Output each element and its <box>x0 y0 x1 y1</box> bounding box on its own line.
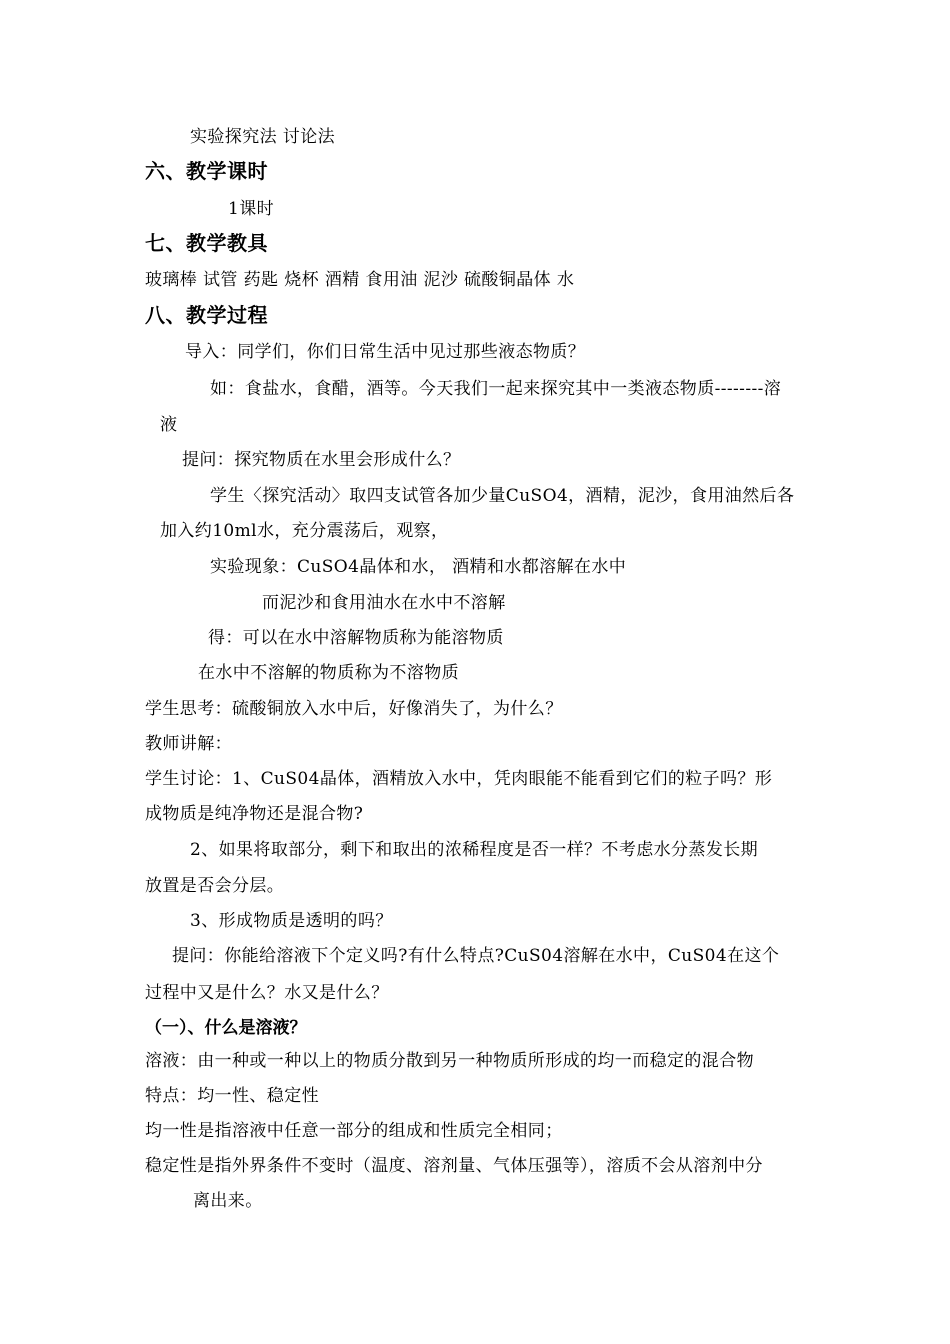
section-6-heading: 六、教学课时 <box>145 159 268 183</box>
paragraph-line: 放置是否会分层。 <box>145 876 285 896</box>
section-7-heading: 七、教学教具 <box>145 231 268 255</box>
paragraph-line: 均一性是指溶液中任意一部分的组成和性质完全相同； <box>145 1121 563 1141</box>
paragraph-line: 导入：同学们，你们日常生活中见过那些液态物质？ <box>185 342 586 362</box>
paragraph-line: 而泥沙和食用油水在水中不溶解 <box>262 593 506 613</box>
section-7-body: 玻璃棒 试管 药匙 烧杯 酒精 食用油 泥沙 硫酸铜晶体 水 <box>145 270 575 290</box>
paragraph-line: 3、形成物质是透明的吗？ <box>190 911 393 931</box>
paragraph-line: 成物质是纯净物还是混合物? <box>145 804 364 824</box>
section-6-body: 1课时 <box>228 199 275 219</box>
paragraph-line: 学生思考：硫酸铜放入水中后，好像消失了，为什么？ <box>145 699 563 719</box>
part-1-heading: （一）、什么是溶液？ <box>145 1018 307 1038</box>
methods-line: 实验探究法 讨论法 <box>190 127 336 147</box>
paragraph-line: 学生讨论：1、CuS04晶体，酒精放入水中，凭肉眼能不能看到它们的粒子吗？形 <box>145 769 773 789</box>
paragraph-line: 稳定性是指外界条件不变时（温度、溶剂量、气体压强等），溶质不会从溶剂中分 <box>145 1156 763 1176</box>
paragraph-line: 提问：你能给溶液下个定义吗?有什么特点?CuS04溶解在水中，CuS04在这个 <box>172 946 780 966</box>
paragraph-line: 特点：均一性、稳定性 <box>145 1086 319 1106</box>
paragraph-line: 学生〈探究活动〉取四支试管各加少量CuSO4，酒精，泥沙，食用油然后各 <box>210 486 795 506</box>
paragraph-line: 加入约10ml水，充分震荡后，观察， <box>160 521 449 541</box>
paragraph-line: 得：可以在水中溶解物质称为能溶物质 <box>208 628 504 648</box>
paragraph-line: 溶液：由一种或一种以上的物质分散到另一种物质所形成的均一而稳定的混合物 <box>145 1051 754 1071</box>
paragraph-line: 液 <box>160 415 178 435</box>
paragraph-line: 实验现象：CuSO4晶体和水， 酒精和水都溶解在水中 <box>210 557 627 577</box>
section-8-heading: 八、教学过程 <box>145 303 268 327</box>
paragraph-line: 离出来。 <box>193 1191 263 1211</box>
paragraph-line: 2、如果将取部分，剩下和取出的浓稀程度是否一样？不考虑水分蒸发长期 <box>190 840 759 860</box>
paragraph-line: 教师讲解： <box>145 734 232 754</box>
paragraph-line: 提问：探究物质在水里会形成什么？ <box>182 450 461 470</box>
paragraph-line: 如：食盐水，食醋，酒等。今天我们一起来探究其中一类液态物质--------溶 <box>210 379 782 399</box>
paragraph-line: 在水中不溶解的物质称为不溶物质 <box>198 663 459 683</box>
paragraph-line: 过程中又是什么？水又是什么？ <box>145 983 389 1003</box>
